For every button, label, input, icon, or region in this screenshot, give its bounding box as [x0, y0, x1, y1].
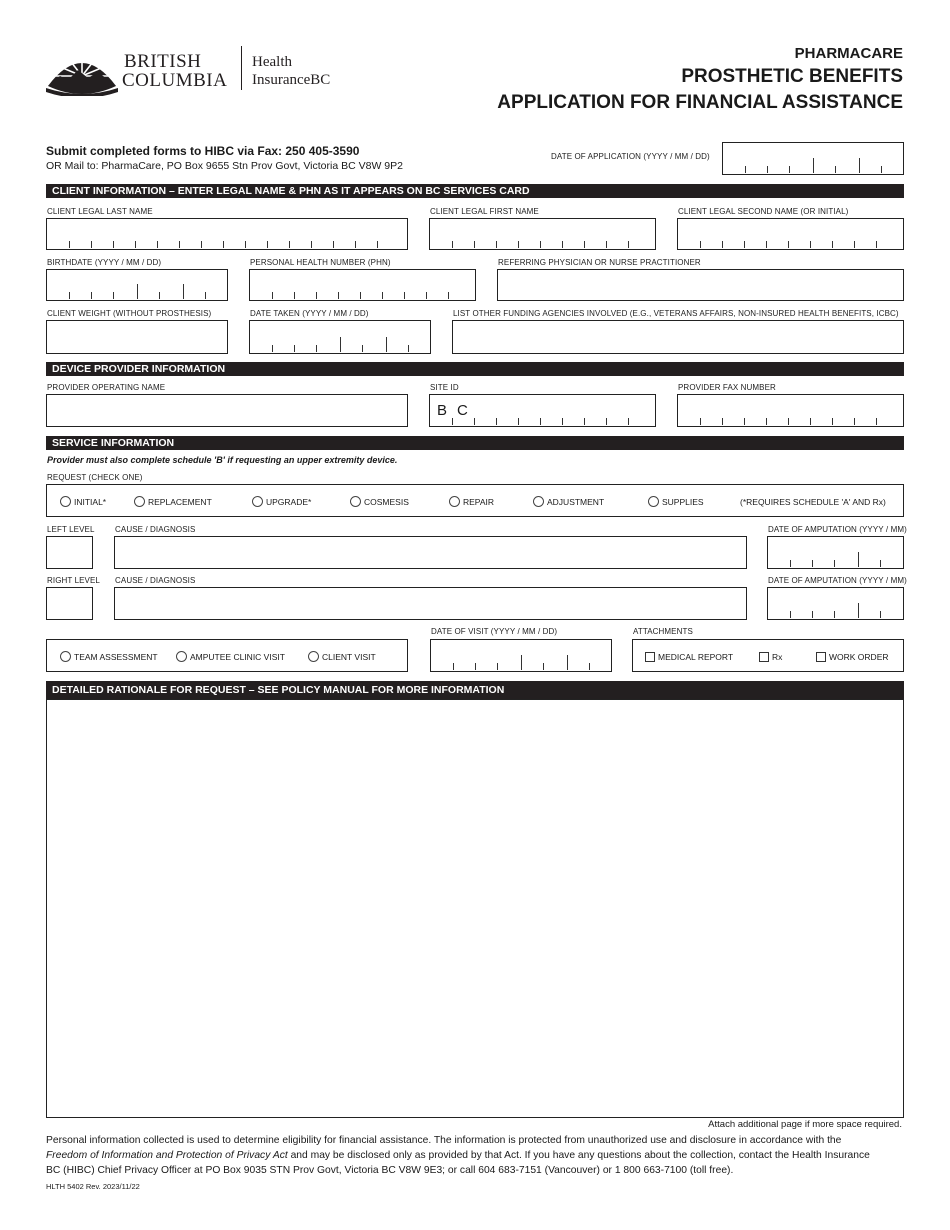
radio-circle-icon [308, 651, 319, 662]
form-title-1: PROSTHETIC BENEFITS [681, 66, 903, 87]
logo-text-insurancebc: InsuranceBC [252, 72, 331, 88]
privacy-act-name: Freedom of Information and Protection of Privacy Act [46, 1150, 288, 1161]
logo-text-columbia: COLUMBIA [122, 70, 228, 91]
requires-note: (*REQUIRES SCHEDULE 'A' AND Rx) [740, 497, 886, 507]
phn-field[interactable] [249, 269, 476, 301]
funding-field[interactable] [452, 320, 904, 354]
attach-work-order[interactable]: WORK ORDER [816, 652, 889, 662]
client-info-header: CLIENT INFORMATION – ENTER LEGAL NAME & PHN AS IT APPEARS ON BC SERVICES CARD [46, 184, 904, 198]
logo-text-health: Health [252, 54, 292, 70]
provider-info-header: DEVICE PROVIDER INFORMATION [46, 362, 904, 376]
second-name-label: CLIENT LEGAL SECOND NAME (OR INITIAL) [678, 207, 849, 216]
radio-circle-icon [350, 496, 361, 507]
request-upgrade[interactable]: UPGRADE* [252, 496, 311, 507]
first-name-label: CLIENT LEGAL FIRST NAME [430, 207, 539, 216]
rationale-header: DETAILED RATIONALE FOR REQUEST – SEE POLICY MANUAL FOR MORE INFORMATION [46, 681, 904, 699]
second-name-field[interactable] [677, 218, 904, 250]
provider-name-label: PROVIDER OPERATING NAME [47, 383, 166, 392]
visit-date-label: DATE OF VISIT (YYYY / MM / DD) [431, 627, 558, 636]
sun-mountain-icon [46, 46, 118, 96]
funding-label: LIST OTHER FUNDING AGENCIES INVOLVED (E.G., VETERANS AFFAIRS, NON-INSURED HEALTH BENEFITS, ICBC) [453, 309, 899, 318]
radio-circle-icon [60, 651, 71, 662]
left-level-label: LEFT LEVEL [47, 525, 95, 534]
physician-field[interactable] [497, 269, 904, 301]
last-name-field[interactable] [46, 218, 408, 250]
checkbox-icon [816, 652, 826, 662]
weight-field[interactable] [46, 320, 228, 354]
radio-circle-icon [176, 651, 187, 662]
request-supplies[interactable]: SUPPLIES [648, 496, 704, 507]
request-replacement[interactable]: REPLACEMENT [134, 496, 212, 507]
left-cause-label: CAUSE / DIAGNOSIS [115, 525, 196, 534]
request-repair[interactable]: REPAIR [449, 496, 494, 507]
last-name-label: CLIENT LEGAL LAST NAME [47, 207, 153, 216]
right-level-label: RIGHT LEVEL [47, 576, 100, 585]
rationale-field[interactable] [46, 699, 904, 1118]
left-amputation-date-field[interactable] [767, 536, 904, 569]
attachments-label: ATTACHMENTS [633, 627, 693, 636]
service-note: Provider must also complete schedule 'B' if requesting an upper extremity device. [47, 455, 398, 465]
provider-name-field[interactable] [46, 394, 408, 427]
right-level-field[interactable] [46, 587, 93, 620]
submit-mail: OR Mail to: PharmaCare, PO Box 9655 Stn Prov Govt, Victoria BC V8W 9P2 [46, 160, 403, 172]
bc-logo [46, 46, 346, 96]
attachments-box [632, 639, 904, 672]
first-name-field[interactable] [429, 218, 656, 250]
radio-circle-icon [252, 496, 263, 507]
right-amputation-date-label: DATE OF AMPUTATION (YYYY / MM) [768, 576, 907, 585]
provider-fax-field[interactable] [677, 394, 904, 427]
visit-team-assessment[interactable]: TEAM ASSESSMENT [60, 651, 158, 662]
request-initial[interactable]: INITIAL* [60, 496, 106, 507]
birthdate-label: BIRTHDATE (YYYY / MM / DD) [47, 258, 162, 267]
program-name: PHARMACARE [794, 45, 903, 62]
visit-client[interactable]: CLIENT VISIT [308, 651, 376, 662]
radio-circle-icon [533, 496, 544, 507]
radio-circle-icon [134, 496, 145, 507]
attach-note: Attach additional page if more space required. [708, 1119, 902, 1130]
birthdate-field[interactable] [46, 269, 228, 301]
logo-text-british: BRITISH [124, 51, 202, 72]
right-cause-field[interactable] [114, 587, 747, 620]
request-label: REQUEST (CHECK ONE) [47, 473, 143, 482]
request-adjustment[interactable]: ADJUSTMENT [533, 496, 604, 507]
privacy-statement: Personal information collected is used to determine eligibility for financial assistance. The information is protected from unauthorized use and disclosure in accordance with the Freedom of Information and Protection of Privacy Act and may be disclosed only as provided by that Act. If you have any questions about the collection, contact the Health Insurance BC (HIBC) Chief Privacy Officer at PO Box 9035 STN Prov Govt, Victoria BC V8W 9E3; or call 604 683-7151 (Vancouver) or 1 800 663-7100 (toll free). [46, 1135, 870, 1176]
form-number: HLTH 5402 Rev. 2023/11/22 [46, 1182, 140, 1191]
request-cosmesis[interactable]: COSMESIS [350, 496, 409, 507]
radio-circle-icon [60, 496, 71, 507]
date-of-application-field[interactable] [722, 142, 904, 175]
radio-circle-icon [648, 496, 659, 507]
radio-circle-icon [449, 496, 460, 507]
physician-label: REFERRING PHYSICIAN OR NURSE PRACTITIONER [498, 258, 701, 267]
site-id-label: SITE ID [430, 383, 459, 392]
attach-medical-report[interactable]: MEDICAL REPORT [645, 652, 733, 662]
visit-date-field[interactable] [430, 639, 612, 672]
provider-fax-label: PROVIDER FAX NUMBER [678, 383, 776, 392]
service-info-header: SERVICE INFORMATION [46, 436, 904, 450]
submit-fax: Submit completed forms to HIBC via Fax: 250 405-3590 [46, 144, 360, 158]
site-prefix-b: B [437, 402, 448, 419]
left-cause-field[interactable] [114, 536, 747, 569]
checkbox-icon [759, 652, 769, 662]
date-of-application-label: DATE OF APPLICATION (YYYY / MM / DD) [551, 152, 710, 161]
logo-divider [241, 46, 242, 90]
site-id-field[interactable] [429, 394, 656, 427]
phn-label: PERSONAL HEALTH NUMBER (PHN) [250, 258, 391, 267]
right-amputation-date-field[interactable] [767, 587, 904, 620]
visit-amputee-clinic[interactable]: AMPUTEE CLINIC VISIT [176, 651, 285, 662]
right-cause-label: CAUSE / DIAGNOSIS [115, 576, 196, 585]
left-amputation-date-label: DATE OF AMPUTATION (YYYY / MM) [768, 525, 907, 534]
attach-rx[interactable]: Rx [759, 652, 782, 662]
left-level-field[interactable] [46, 536, 93, 569]
visit-type-box [46, 639, 408, 672]
form-title-2: APPLICATION FOR FINANCIAL ASSISTANCE [497, 92, 903, 113]
date-taken-label: DATE TAKEN (YYYY / MM / DD) [250, 309, 369, 318]
weight-label: CLIENT WEIGHT (WITHOUT PROSTHESIS) [47, 309, 212, 318]
date-taken-field[interactable] [249, 320, 431, 354]
request-options-box [46, 484, 904, 517]
site-prefix-c: C [457, 402, 468, 419]
checkbox-icon [645, 652, 655, 662]
